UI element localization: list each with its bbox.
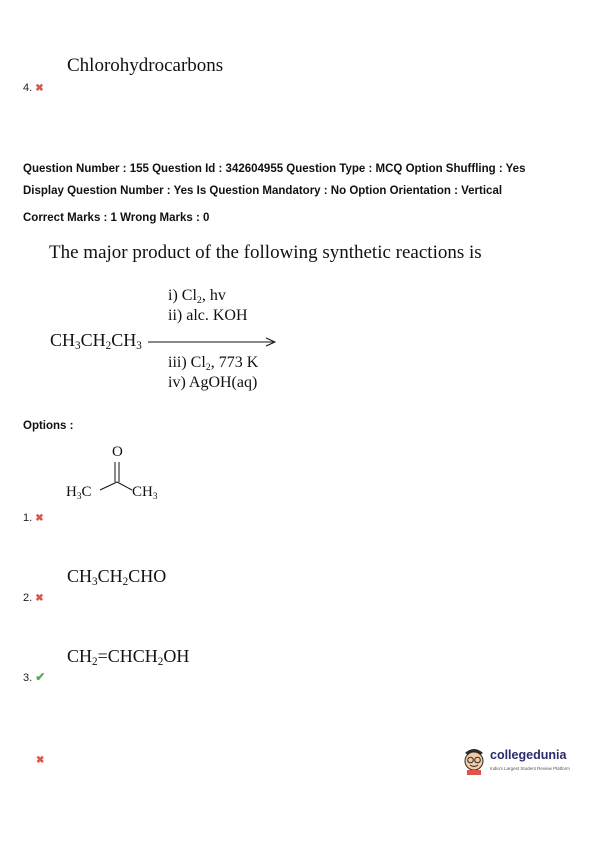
logo-brand-text: collegedunia (490, 748, 567, 762)
wrong-mark-icon: ✖ (35, 83, 44, 94)
previous-option-text: Chlorohydrocarbons (67, 55, 224, 76)
option-3-row (23, 670, 45, 684)
option-2-formula: $CH_3CH_2CHO$ (67, 566, 167, 588)
reagent-2: ii) alc. KOH (168, 307, 248, 324)
oxygen-label: O (112, 444, 123, 460)
methyl-left-label: $H_3C$ (66, 484, 92, 502)
option-4-row (33, 754, 44, 766)
option-1-structure (62, 442, 192, 512)
options-label: Options : (23, 420, 74, 432)
option-number: 1. (23, 512, 33, 524)
logo-tagline: India's Largest Student Review Platform (490, 766, 570, 771)
option-number: 2. (23, 592, 33, 604)
question-meta-line-1: Question Number : 155 Question Id : 342604955 Question Type : MCQ Option Shuffling : Yes (23, 163, 526, 175)
option-number: 3. (23, 672, 33, 684)
wrong-mark-icon: ✖ (35, 513, 44, 524)
reagent-3: iii) $Cl_2$, 773 K (168, 354, 259, 373)
reagent-1: i) $Cl_2$, hv (168, 287, 226, 306)
question-text: The major product of the following synthetic reactions is (49, 242, 482, 263)
wrong-mark-icon: ✖ (36, 755, 45, 766)
question-meta-line-2: Display Question Number : Yes Is Question Mandatory : No Option Orientation : Vertical (23, 185, 503, 197)
reactant-formula: $CH_3CH_2CH_3$ (50, 330, 142, 352)
option-2-row (23, 592, 44, 604)
option-number: 4. (23, 82, 33, 94)
question-meta-line-3: Correct Marks : 1 Wrong Marks : 0 (23, 212, 210, 224)
option-4-row (23, 82, 44, 94)
option-1-row (23, 512, 44, 524)
wrong-mark-icon: ✖ (35, 593, 44, 604)
reagent-4: iv) AgOH(aq) (168, 374, 258, 391)
methyl-right-label: $CH_3$ (132, 484, 158, 502)
reaction-arrow-icon (148, 335, 278, 349)
option-3-formula: $CH_2=CHCH_2OH$ (67, 646, 190, 668)
correct-mark-icon: ✔ (35, 670, 46, 684)
mascot-icon (460, 744, 488, 776)
collegedunia-logo (460, 744, 580, 780)
